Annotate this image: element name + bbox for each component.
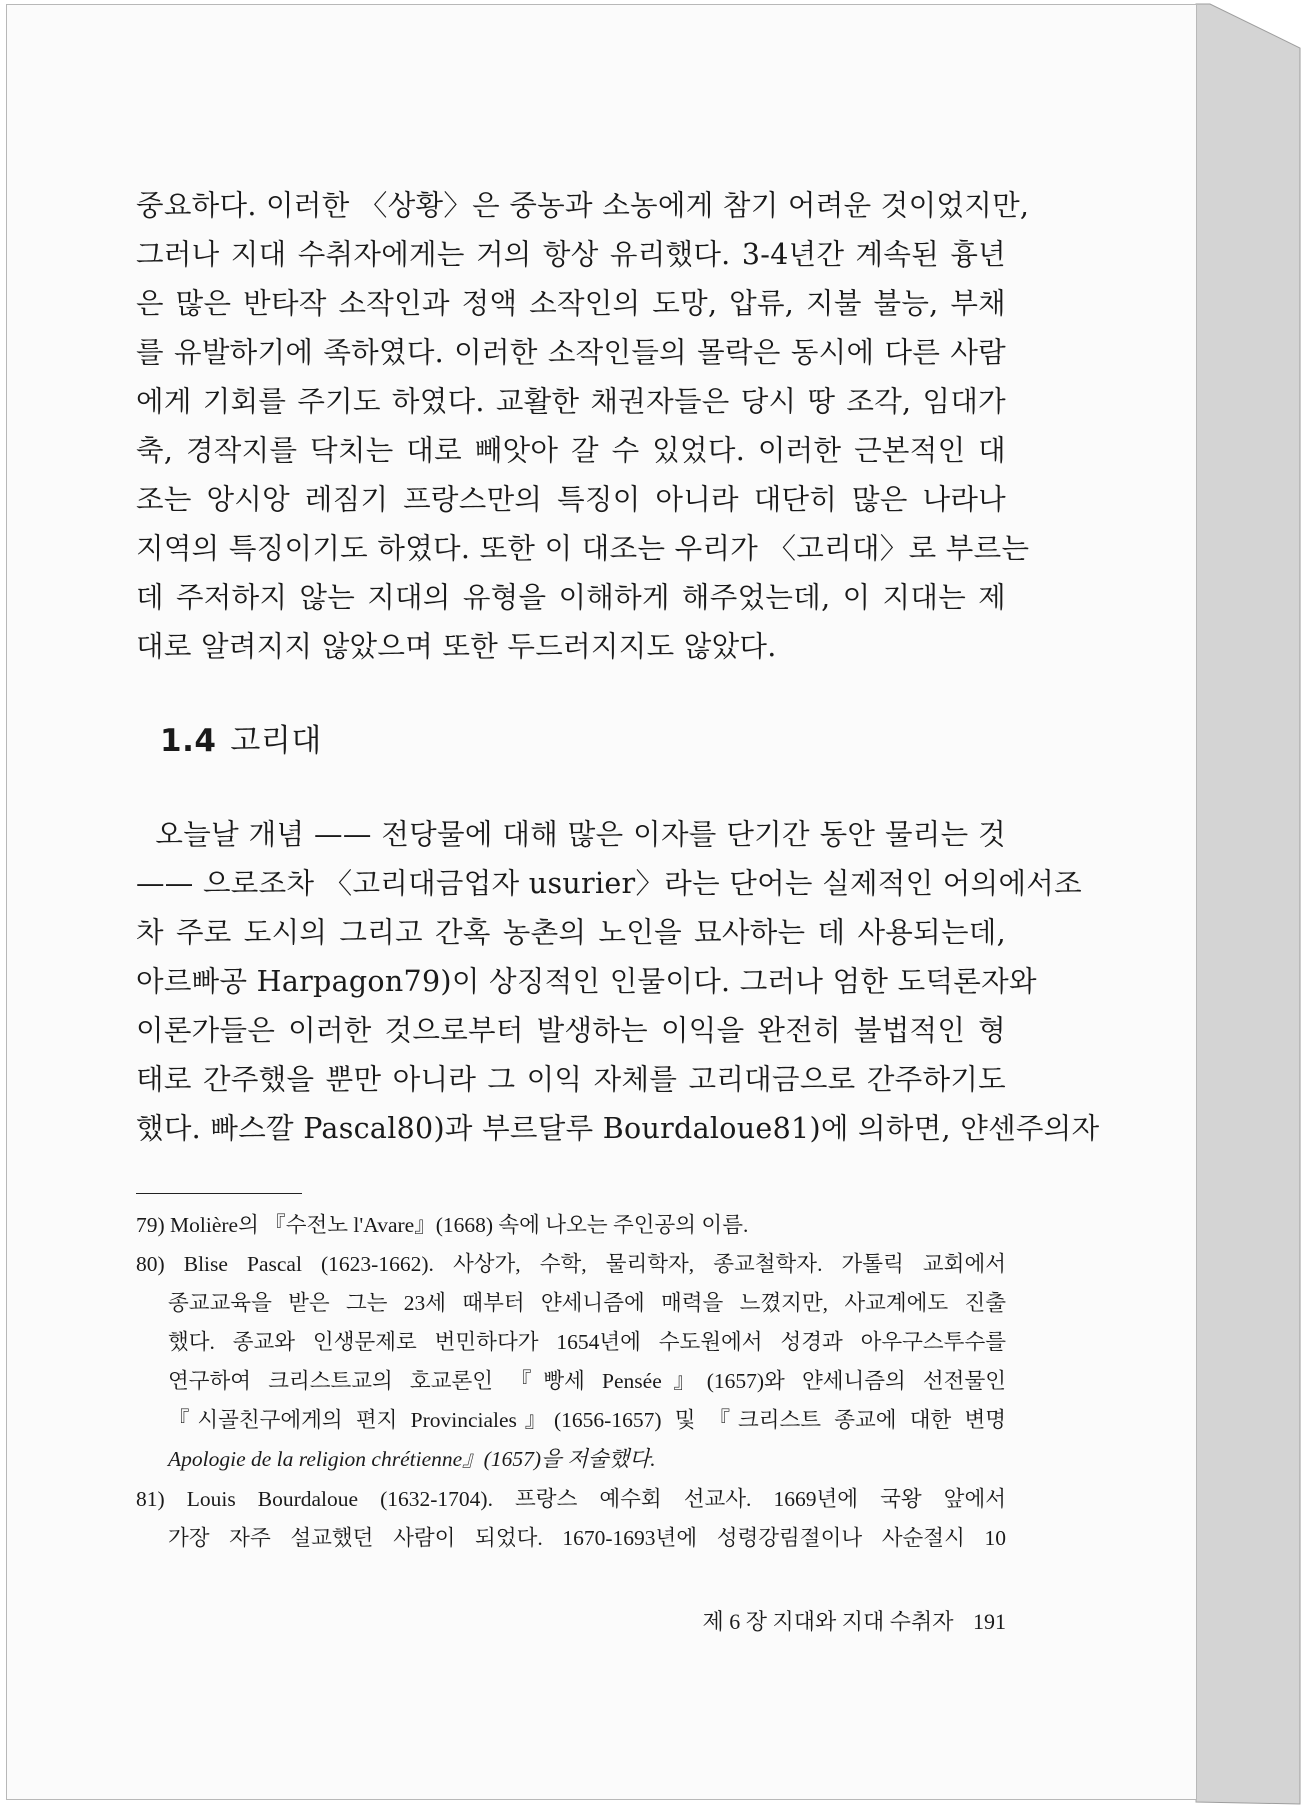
text-line: 에게 기회를 주기도 하였다. 교활한 채권자들은 당시 땅 조각, 임대가	[136, 385, 1006, 418]
text-line: 차 주로 도시의 그리고 간혹 농촌의 노인을 묘사하는 데 사용되는데,	[136, 916, 1006, 949]
footnote-79: 79) Molière의 『수전노 l'Avare』(1668) 속에 나오는 주인공의 이름.	[136, 1213, 749, 1237]
text-line: 지역의 특징이기도 하였다. 또한 이 대조는 우리가 〈고리대〉로 부르는	[136, 532, 1030, 565]
page-number: 191	[973, 1609, 1006, 1634]
text-line: 태로 간주했을 뿐만 아니라 그 이익 자체를 고리대금으로 간주하기도	[136, 1063, 1006, 1096]
footnote-80: 80) Blise Pascal (1623-1662). 사상가, 수학, 물리학자, 종교철학자. 가톨릭 교회에서	[136, 1252, 1006, 1276]
text-line: 은 많은 반타작 소작인과 정액 소작인의 도망, 압류, 지불 불능, 부채	[136, 287, 1006, 320]
section-title: 고리대	[230, 723, 322, 759]
footnote-80-line: 했다. 종교와 인생문제로 번민하다가 1654년에 수도원에서 성경과 아우구스투수를	[168, 1330, 1006, 1354]
footnote-rule	[136, 1193, 302, 1194]
chapter-title: 제 6 장 지대와 지대 수취자	[702, 1609, 954, 1634]
text-line: 이론가들은 이러한 것으로부터 발생하는 이익을 완전히 불법적인 형	[136, 1014, 1006, 1047]
footnote-81-line: 가장 자주 설교했던 사람이 되었다. 1670-1693년에 성령강림절이나 사순절시 10	[168, 1526, 1006, 1550]
text-line: 아르빠공 Harpagon79)이 상징적인 인물이다. 그러나 엄한 도덕론자와	[136, 965, 1037, 998]
footnote-80-line: 『시골친구에게의 편지 Provinciales』(1656-1657) 및 『크리스트 종교에 대한 변명	[168, 1408, 1006, 1432]
footnote-81: 81) Louis Bourdaloue (1632-1704). 프랑스 예수회 선교사. 1669년에 국왕 앞에서	[136, 1487, 1006, 1511]
text-line: 했다. 빠스깔 Pascal80)과 부르달루 Bourdaloue81)에 의하면, 얀센주의자	[136, 1112, 1100, 1145]
text-line: —— 으로조차 〈고리대금업자 usurier〉라는 단어는 실제적인 어의에서조	[136, 867, 1082, 900]
text-line: 그러나 지대 수취자에게는 거의 항상 유리했다. 3-4년간 계속된 흉년	[136, 238, 1006, 271]
footnote-80-line: Apologie de la religion chrétienne』(1657)을 저술했다.	[168, 1447, 656, 1471]
section-number: 1.4	[160, 723, 217, 759]
text-line: 축, 경작지를 닥치는 대로 빼앗아 갈 수 있었다. 이러한 근본적인 대	[136, 434, 1006, 467]
text-line: 오늘날 개념 —— 전당물에 대해 많은 이자를 단기간 동안 물리는 것	[136, 818, 1006, 851]
page-footer	[670, 1605, 1006, 1636]
footnote-80-line: 연구하여 크리스트교의 호교론인 『빵세 Pensée』(1657)와 얀세니즘의 선전물인	[168, 1369, 1006, 1393]
section-heading	[160, 715, 322, 760]
text-line: 중요하다. 이러한 〈상황〉은 중농과 소농에게 참기 어려운 것이었지만,	[136, 189, 1030, 222]
text-line: 를 유발하기에 족하였다. 이러한 소작인들의 몰락은 동시에 다른 사람	[136, 336, 1006, 369]
footnote-80-line: 종교교육을 받은 그는 23세 때부터 얀세니즘에 매력을 느꼈지만, 사교계에도 진출	[168, 1291, 1006, 1315]
text-line: 대로 알려지지 않았으며 또한 두드러지지도 않았다.	[136, 630, 777, 663]
text-line: 조는 앙시앙 레짐기 프랑스만의 특징이 아니라 대단히 많은 나라나	[136, 483, 1006, 516]
text-line: 데 주저하지 않는 지대의 유형을 이해하게 해주었는데, 이 지대는 제	[136, 581, 1006, 614]
